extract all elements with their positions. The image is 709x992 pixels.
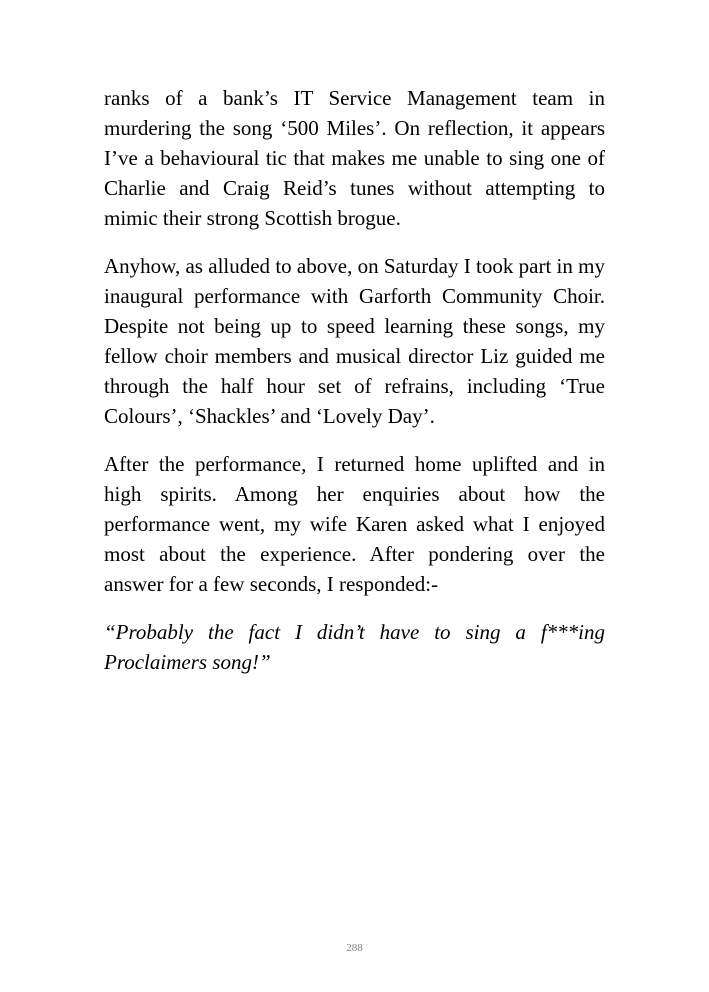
page-number: 288	[346, 942, 363, 954]
paragraph-1: ranks of a bank’s IT Service Management team in murdering the song ‘500 Miles’. On reflection, it appears I’ve a behavioural tic that makes me unable to sing one of Charlie and Craig Reid’s tunes without attempting to mimic their strong Scottish brogue.	[104, 86, 605, 230]
paragraph-3: After the performance, I returned home uplifted and in high spirits. Among her enquiries about how the performance went, my wife Karen asked what I enjoyed most about the experience. After pondering over the answer for a few seconds, I responded:-	[104, 452, 605, 596]
body-text	[104, 83, 605, 695]
closing-quote: “Probably the fact I didn’t have to sing a f***ing Proclaimers song!”	[104, 620, 605, 674]
paragraph-2: Anyhow, as alluded to above, on Saturday I took part in my inaugural performance with Garforth Community Choir. Despite not being up to speed learning these songs, my fellow choir members and musical director Liz guided me through the half hour set of refrains, including ‘True Colours’, ‘Shackles’ and ‘Lovely Day’.	[104, 254, 605, 428]
